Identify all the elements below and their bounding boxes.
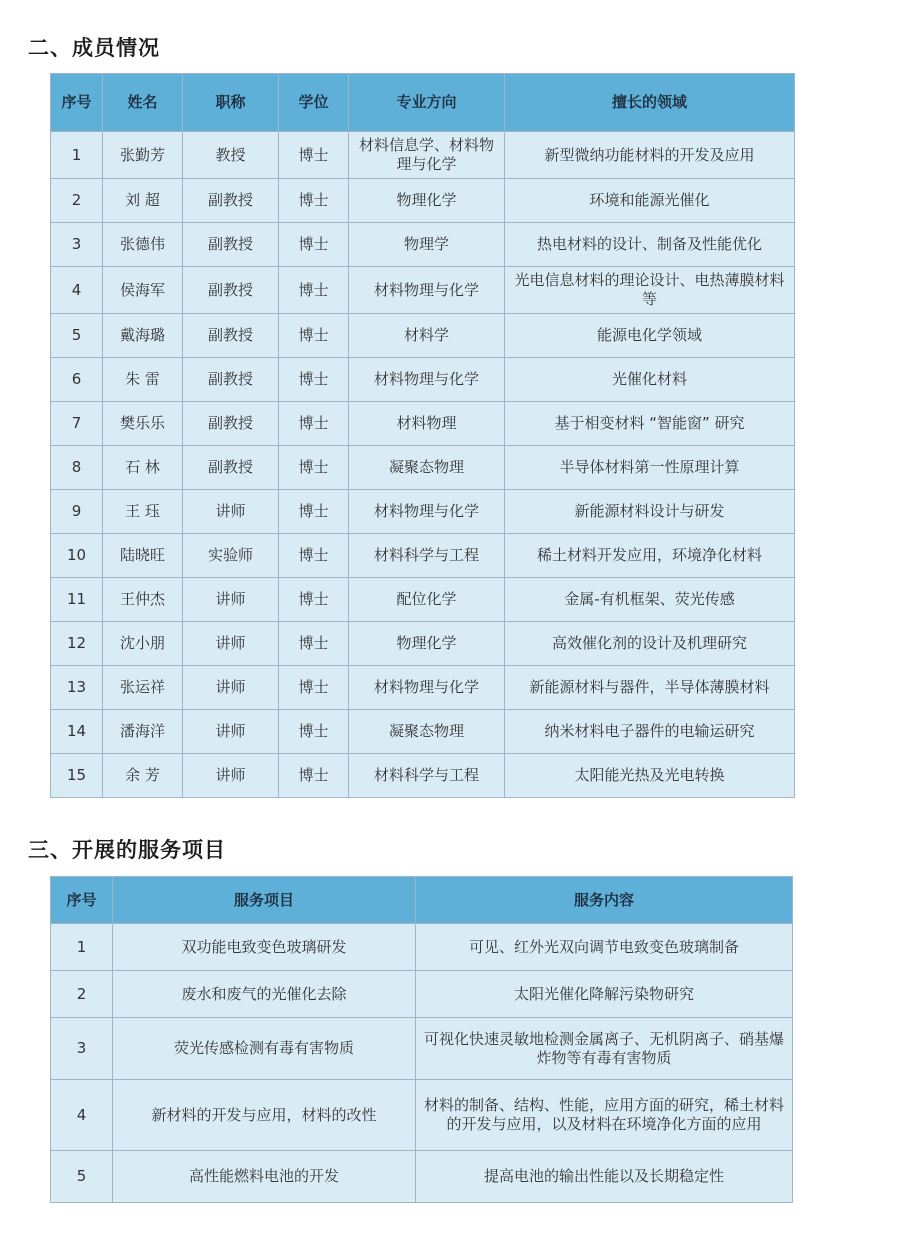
- cell-expertise: 环境和能源光催化: [505, 179, 795, 223]
- cell-degree: 博士: [279, 267, 349, 314]
- services-section-title: 三、开展的服务项目: [28, 838, 226, 862]
- cell-title: 副教授: [183, 446, 279, 490]
- cell-title: 讲师: [183, 578, 279, 622]
- service-row: [51, 971, 793, 1018]
- cell-service-item: 荧光传感检测有毒有害物质: [113, 1018, 416, 1080]
- cell-service-content: 可见、红外光双向调节电致变色玻璃制备: [416, 924, 793, 971]
- cell-index: 2: [51, 971, 113, 1018]
- cell-service-content: 提高电池的输出性能以及长期稳定性: [416, 1151, 793, 1203]
- header-name: 姓名: [103, 74, 183, 132]
- cell-expertise: 高效催化剂的设计及机理研究: [505, 622, 795, 666]
- cell-name: 戴海璐: [103, 314, 183, 358]
- cell-title: 实验师: [183, 534, 279, 578]
- header-expertise: 擅长的领域: [505, 74, 795, 132]
- member-row: [51, 490, 795, 534]
- cell-major: 凝聚态物理: [349, 446, 505, 490]
- cell-index: 3: [51, 1018, 113, 1080]
- cell-index: 10: [51, 534, 103, 578]
- member-row: [51, 754, 795, 798]
- cell-expertise: 稀土材料开发应用，环境净化材料: [505, 534, 795, 578]
- service-row: [51, 1151, 793, 1203]
- cell-index: 14: [51, 710, 103, 754]
- cell-degree: 博士: [279, 223, 349, 267]
- service-row: [51, 1018, 793, 1080]
- cell-degree: 博士: [279, 490, 349, 534]
- cell-major: 材料物理与化学: [349, 666, 505, 710]
- cell-name: 侯海军: [103, 267, 183, 314]
- cell-service-content: 太阳光催化降解污染物研究: [416, 971, 793, 1018]
- member-row: [51, 622, 795, 666]
- member-row: [51, 402, 795, 446]
- cell-name: 张勤芳: [103, 132, 183, 179]
- member-row: [51, 223, 795, 267]
- header-degree: 学位: [279, 74, 349, 132]
- cell-expertise: 新能源材料与器件，半导体薄膜材料: [505, 666, 795, 710]
- cell-name: 张运祥: [103, 666, 183, 710]
- cell-name: 陆晓旺: [103, 534, 183, 578]
- cell-index: 4: [51, 267, 103, 314]
- cell-title: 讲师: [183, 710, 279, 754]
- header-service-item: 服务项目: [113, 877, 416, 924]
- cell-index: 5: [51, 314, 103, 358]
- cell-index: 12: [51, 622, 103, 666]
- cell-expertise: 能源电化学领域: [505, 314, 795, 358]
- cell-expertise: 基于相变材料 “智能窗” 研究: [505, 402, 795, 446]
- cell-major: 物理化学: [349, 622, 505, 666]
- cell-title: 副教授: [183, 179, 279, 223]
- cell-degree: 博士: [279, 622, 349, 666]
- cell-index: 6: [51, 358, 103, 402]
- member-row: [51, 132, 795, 179]
- cell-degree: 博士: [279, 446, 349, 490]
- cell-major: 材料物理与化学: [349, 267, 505, 314]
- service-row: [51, 924, 793, 971]
- cell-name: 刘 超: [103, 179, 183, 223]
- cell-title: 教授: [183, 132, 279, 179]
- cell-degree: 博士: [279, 534, 349, 578]
- cell-title: 讲师: [183, 754, 279, 798]
- cell-degree: 博士: [279, 402, 349, 446]
- cell-expertise: 金属-有机框架、荧光传感: [505, 578, 795, 622]
- cell-expertise: 光催化材料: [505, 358, 795, 402]
- cell-major: 物理化学: [349, 179, 505, 223]
- cell-index: 7: [51, 402, 103, 446]
- cell-title: 副教授: [183, 223, 279, 267]
- cell-service-content: 可视化快速灵敏地检测金属离子、无机阴离子、硝基爆炸物等有毒有害物质: [416, 1018, 793, 1080]
- member-row: [51, 710, 795, 754]
- cell-major: 材料物理与化学: [349, 358, 505, 402]
- cell-degree: 博士: [279, 710, 349, 754]
- cell-major: 材料物理: [349, 402, 505, 446]
- cell-service-item: 双功能电致变色玻璃研发: [113, 924, 416, 971]
- members-table: [50, 73, 795, 798]
- cell-title: 讲师: [183, 666, 279, 710]
- cell-name: 石 林: [103, 446, 183, 490]
- cell-expertise: 太阳能光热及光电转换: [505, 754, 795, 798]
- member-row: [51, 578, 795, 622]
- member-row: [51, 666, 795, 710]
- cell-index: 5: [51, 1151, 113, 1203]
- header-service-content: 服务内容: [416, 877, 793, 924]
- cell-index: 2: [51, 179, 103, 223]
- member-row: [51, 358, 795, 402]
- cell-title: 副教授: [183, 402, 279, 446]
- member-row: [51, 314, 795, 358]
- cell-title: 副教授: [183, 267, 279, 314]
- cell-expertise: 新型微纳功能材料的开发及应用: [505, 132, 795, 179]
- cell-index: 11: [51, 578, 103, 622]
- cell-service-item: 新材料的开发与应用，材料的改性: [113, 1080, 416, 1151]
- cell-major: 材料信息学、材料物理与化学: [349, 132, 505, 179]
- cell-name: 潘海洋: [103, 710, 183, 754]
- cell-index: 8: [51, 446, 103, 490]
- cell-major: 凝聚态物理: [349, 710, 505, 754]
- cell-major: 材料科学与工程: [349, 754, 505, 798]
- cell-expertise: 热电材料的设计、制备及性能优化: [505, 223, 795, 267]
- cell-expertise: 新能源材料设计与研发: [505, 490, 795, 534]
- cell-name: 王 珏: [103, 490, 183, 534]
- cell-title: 副教授: [183, 314, 279, 358]
- header-index: 序号: [51, 877, 113, 924]
- header-title: 职称: [183, 74, 279, 132]
- cell-major: 物理学: [349, 223, 505, 267]
- cell-major: 材料科学与工程: [349, 534, 505, 578]
- cell-name: 樊乐乐: [103, 402, 183, 446]
- cell-major: 材料物理与化学: [349, 490, 505, 534]
- members-section-title: 二、成员情况: [28, 36, 160, 60]
- cell-index: 1: [51, 924, 113, 971]
- cell-service-content: 材料的制备、结构、性能，应用方面的研究，稀土材料的开发与应用，以及材料在环境净化方面的应用: [416, 1080, 793, 1151]
- cell-major: 材料学: [349, 314, 505, 358]
- member-row: [51, 446, 795, 490]
- cell-name: 朱 雷: [103, 358, 183, 402]
- cell-expertise: 半导体材料第一性原理计算: [505, 446, 795, 490]
- members-header-row: [51, 74, 795, 132]
- cell-degree: 博士: [279, 179, 349, 223]
- cell-index: 4: [51, 1080, 113, 1151]
- cell-degree: 博士: [279, 754, 349, 798]
- services-header-row: [51, 877, 793, 924]
- cell-index: 15: [51, 754, 103, 798]
- cell-degree: 博士: [279, 132, 349, 179]
- cell-degree: 博士: [279, 358, 349, 402]
- cell-major: 配位化学: [349, 578, 505, 622]
- cell-service-item: 废水和废气的光催化去除: [113, 971, 416, 1018]
- member-row: [51, 179, 795, 223]
- member-row: [51, 267, 795, 314]
- cell-index: 3: [51, 223, 103, 267]
- cell-service-item: 高性能燃料电池的开发: [113, 1151, 416, 1203]
- cell-degree: 博士: [279, 666, 349, 710]
- header-major: 专业方向: [349, 74, 505, 132]
- cell-name: 王仲杰: [103, 578, 183, 622]
- cell-degree: 博士: [279, 578, 349, 622]
- cell-name: 余 芳: [103, 754, 183, 798]
- member-row: [51, 534, 795, 578]
- cell-index: 1: [51, 132, 103, 179]
- services-table: [50, 876, 793, 1203]
- cell-name: 沈小朋: [103, 622, 183, 666]
- cell-degree: 博士: [279, 314, 349, 358]
- header-index: 序号: [51, 74, 103, 132]
- cell-expertise: 光电信息材料的理论设计、电热薄膜材料等: [505, 267, 795, 314]
- cell-index: 9: [51, 490, 103, 534]
- cell-name: 张德伟: [103, 223, 183, 267]
- cell-title: 讲师: [183, 490, 279, 534]
- cell-title: 讲师: [183, 622, 279, 666]
- cell-index: 13: [51, 666, 103, 710]
- cell-title: 副教授: [183, 358, 279, 402]
- cell-expertise: 纳米材料电子器件的电输运研究: [505, 710, 795, 754]
- service-row: [51, 1080, 793, 1151]
